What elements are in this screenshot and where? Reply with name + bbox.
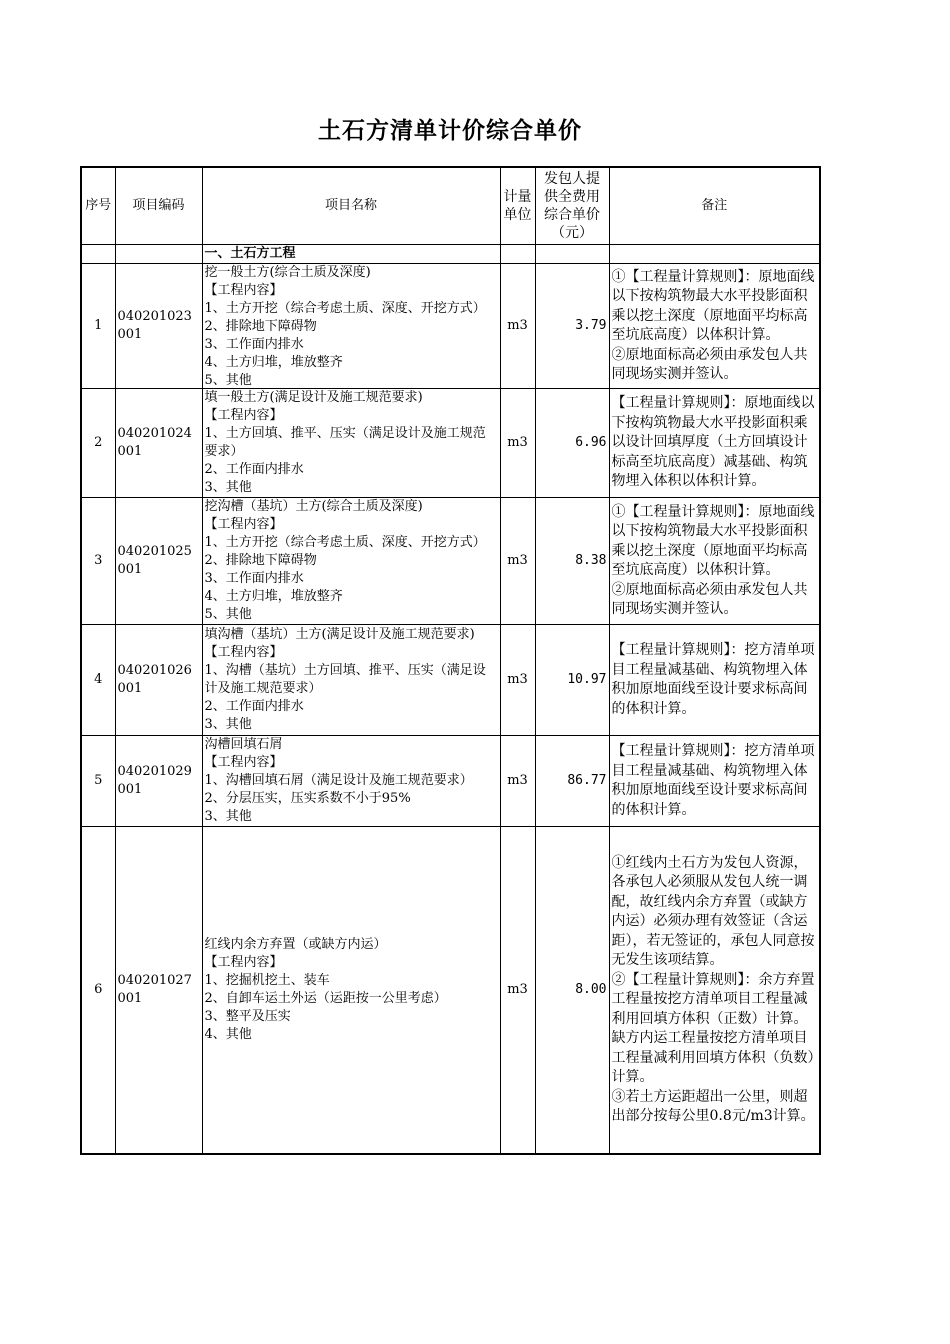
- row-name: [202, 498, 500, 625]
- name-line: 2、排除地下障碍物: [204, 319, 317, 334]
- row-unit: m3: [500, 625, 535, 736]
- name-line: 挖沟槽（基坑）土方(综合土质及深度): [204, 499, 423, 514]
- row-remark-text: [612, 268, 818, 385]
- table-body: [81, 264, 820, 1155]
- row-remark: [609, 498, 820, 625]
- name-line: 【工程内容】: [204, 283, 283, 298]
- row-name: [202, 827, 500, 1155]
- row-name-text: [205, 626, 498, 734]
- name-line: 【工程内容】: [204, 755, 283, 770]
- table-row: [81, 736, 820, 827]
- name-line: 3、其他: [204, 717, 252, 732]
- name-line: 挖一般土方(综合土质及深度): [204, 265, 371, 280]
- remark-line: 【工程量计算规则】：挖方清单项目工程量减基础、构筑物埋入体积加原地面线至设计要求标高间的体积计算。: [611, 743, 815, 818]
- row-price: 6.96: [535, 389, 609, 498]
- section-title: 一、土石方工程: [202, 245, 500, 264]
- name-line: 填一般土方(满足设计及施工规范要求): [204, 390, 423, 405]
- name-line: 5、其他: [204, 373, 252, 388]
- remark-line: ①【工程量计算规则】：原地面线以下按构筑物最大水平投影面积乘以挖土深度（原地面平均标高至坑底高度）以体积计算。: [611, 268, 815, 343]
- remark-line: 【工程量计算规则】：挖方清单项目工程量减基础、构筑物埋入体积加原地面线至设计要求标高间的体积计算。: [611, 642, 815, 717]
- name-line: 红线内余方弃置（或缺方内运）: [204, 937, 387, 952]
- row-unit: m3: [500, 264, 535, 389]
- price-table: [80, 166, 821, 1155]
- row-unit: m3: [500, 498, 535, 625]
- table-row: [81, 625, 820, 736]
- header-name: 项目名称: [202, 167, 500, 245]
- row-remark: [609, 625, 820, 736]
- row-unit: m3: [500, 389, 535, 498]
- row-code: 040201026001: [115, 625, 202, 736]
- row-remark: [609, 264, 820, 389]
- row-unit: m3: [500, 736, 535, 827]
- row-name: [202, 625, 500, 736]
- row-price: 3.79: [535, 264, 609, 389]
- name-line: 4、土方归堆，堆放整齐: [204, 589, 343, 604]
- row-name: [202, 264, 500, 389]
- row-unit: m3: [500, 827, 535, 1155]
- row-name-text: [205, 498, 498, 624]
- table-row: [81, 389, 820, 498]
- row-code: 040201029001: [115, 736, 202, 827]
- row-no: 3: [81, 498, 115, 625]
- name-line: 3、工作面内排水: [204, 571, 304, 586]
- section-row: [81, 245, 820, 264]
- row-remark-text: [612, 394, 818, 492]
- name-line: 沟槽回填石屑: [204, 737, 283, 752]
- name-line: 【工程内容】: [204, 408, 283, 423]
- row-name: [202, 736, 500, 827]
- name-line: 2、排除地下障碍物: [204, 553, 317, 568]
- row-remark: [609, 827, 820, 1155]
- remark-line: ②【工程量计算规则】：余方弃置工程量按挖方清单项目工程量减利用回填方体积（正数）计算。缺方内运工程量按挖方清单项目工程量减利用回填方体积（负数）计算。: [611, 971, 815, 1085]
- name-line: 2、工作面内排水: [204, 462, 304, 477]
- row-no: 2: [81, 389, 115, 498]
- name-line: 5、其他: [204, 607, 252, 622]
- name-line: 3、其他: [204, 809, 252, 824]
- row-remark-text: [612, 742, 818, 820]
- name-line: 2、分层压实，压实系数不小于95%: [204, 791, 411, 806]
- remark-line: ③若土方运距超出一公里，则超出部分按每公里0.8元/m3计算。: [611, 1088, 815, 1124]
- row-remark-text: [612, 503, 818, 620]
- table-row: [81, 264, 820, 389]
- row-remark-text: [612, 854, 818, 1127]
- row-price: 10.97: [535, 625, 609, 736]
- header-unit: 计量单位: [500, 167, 535, 245]
- row-price: 86.77: [535, 736, 609, 827]
- remark-line: 【工程量计算规则】：原地面线以下按构筑物最大水平投影面积乘以设计回填厚度（土方回填设计标高至坑底高度）减基础、构筑物埋入体积以体积计算。: [611, 395, 815, 490]
- row-name-text: [205, 936, 498, 1044]
- row-code: 040201023001: [115, 264, 202, 389]
- remark-line: ①【工程量计算规则】：原地面线以下按构筑物最大水平投影面积乘以挖土深度（原地面平均标高至坑底高度）以体积计算。: [611, 503, 815, 578]
- name-line: 1、土方回填、推平、压实（满足设计及施工规范要求）: [204, 426, 486, 459]
- row-no: 1: [81, 264, 115, 389]
- remark-line: ②原地面标高必须由承发包人共同现场实测并签认。: [611, 581, 808, 617]
- row-code: 040201024001: [115, 389, 202, 498]
- table-row: [81, 827, 820, 1155]
- row-no: 6: [81, 827, 115, 1155]
- row-remark: [609, 736, 820, 827]
- remark-line: ②原地面标高必须由承发包人共同现场实测并签认。: [611, 346, 808, 382]
- header-remark: 备注: [609, 167, 820, 245]
- name-line: 3、工作面内排水: [204, 337, 304, 352]
- row-remark-text: [612, 641, 818, 719]
- table-row: [81, 498, 820, 625]
- row-no: 5: [81, 736, 115, 827]
- name-line: 1、土方开挖（综合考虑土质、深度、开挖方式）: [204, 535, 486, 550]
- row-price: 8.00: [535, 827, 609, 1155]
- row-code: 040201025001: [115, 498, 202, 625]
- header-price: 发包人提供全费用综合单价（元）: [535, 167, 609, 245]
- row-price: 8.38: [535, 498, 609, 625]
- name-line: 2、工作面内排水: [204, 699, 304, 714]
- name-line: 1、沟槽回填石屑（满足设计及施工规范要求）: [204, 773, 473, 788]
- name-line: 3、整平及压实: [204, 1009, 291, 1024]
- name-line: 4、土方归堆，堆放整齐: [204, 355, 343, 370]
- row-no: 4: [81, 625, 115, 736]
- name-line: 【工程内容】: [204, 645, 283, 660]
- name-line: 1、挖掘机挖土、装车: [204, 973, 330, 988]
- header-no: 序号: [81, 167, 115, 245]
- name-line: 3、其他: [204, 480, 252, 495]
- name-line: 【工程内容】: [204, 955, 283, 970]
- page-title: 土石方清单计价综合单价: [318, 118, 582, 144]
- name-line: 4、其他: [204, 1027, 252, 1042]
- name-line: 2、自卸车运土外运（运距按一公里考虑）: [204, 991, 447, 1006]
- row-name-text: [205, 736, 498, 826]
- header-row: [81, 167, 820, 245]
- row-remark: [609, 389, 820, 498]
- row-name-text: [205, 264, 498, 388]
- row-name: [202, 389, 500, 498]
- remark-line: ①红线内土石方为发包人资源，各承包人必须服从发包人统一调配，故红线内余方弃置（或缺方内运）必须办理有效签证（含运距），若无签证的，承包人同意按无发生该项结算。: [611, 854, 815, 968]
- row-name-text: [205, 389, 498, 497]
- name-line: 1、土方开挖（综合考虑土质、深度、开挖方式）: [204, 301, 486, 316]
- row-code: 040201027001: [115, 827, 202, 1155]
- name-line: 填沟槽（基坑）土方(满足设计及施工规范要求): [204, 627, 475, 642]
- name-line: 1、沟槽（基坑）土方回填、推平、压实（满足设计及施工规范要求）: [204, 663, 486, 696]
- name-line: 【工程内容】: [204, 517, 283, 532]
- header-code: 项目编码: [115, 167, 202, 245]
